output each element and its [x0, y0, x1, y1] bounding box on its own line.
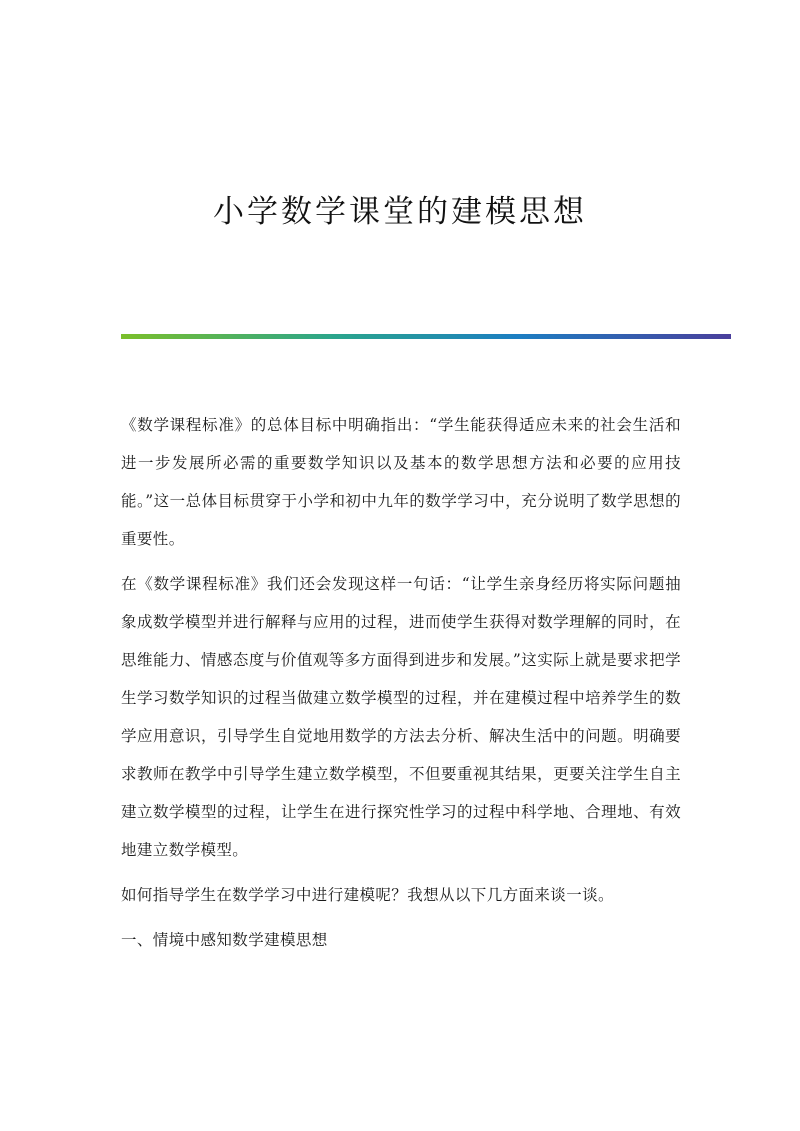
paragraph-2: 在《数学课程标准》我们还会发现这样一句话：“让学生亲身经历将实际问题抽象成数学模型并进行解释与应用的过程，进而使学生获得对数学理解的同时，在思维能力、情感态度与价值观等多方面得到进步和发展。”这实际上就是要求把学生学习数学知识的过程当做建立数学模型的过程，并在建模过程中培养学生的数学应用意识，引导学生自觉地用数学的方法去分析、解决生活中的问题。明确要求教师在教学中引导学生建立数学模型，不但要重视其结果，更要关注学生自主建立数学模型的过程，让学生在进行探究性学习的过程中科学地、合理地、有效地建立数学模型。	[121, 575, 681, 859]
document-title: 小学数学课堂的建模思想	[213, 194, 587, 230]
document-body	[121, 406, 681, 966]
paragraph-3: 如何指导学生在数学学习中进行建模呢？我想从以下几方面来谈一谈。	[121, 886, 614, 904]
paragraph-1: 《数学课程标准》的总体目标中明确指出：“学生能获得适应未来的社会生活和进一步发展所必需的重要数学知识以及基本的数学思想方法和必要的应用技能。”这一总体目标贯穿于小学和初中九年的数学学习中，充分说明了数学思想的重要性。	[121, 416, 681, 548]
section-heading: 一、情境中感知数学建模思想	[121, 931, 328, 949]
title-divider	[121, 334, 731, 339]
